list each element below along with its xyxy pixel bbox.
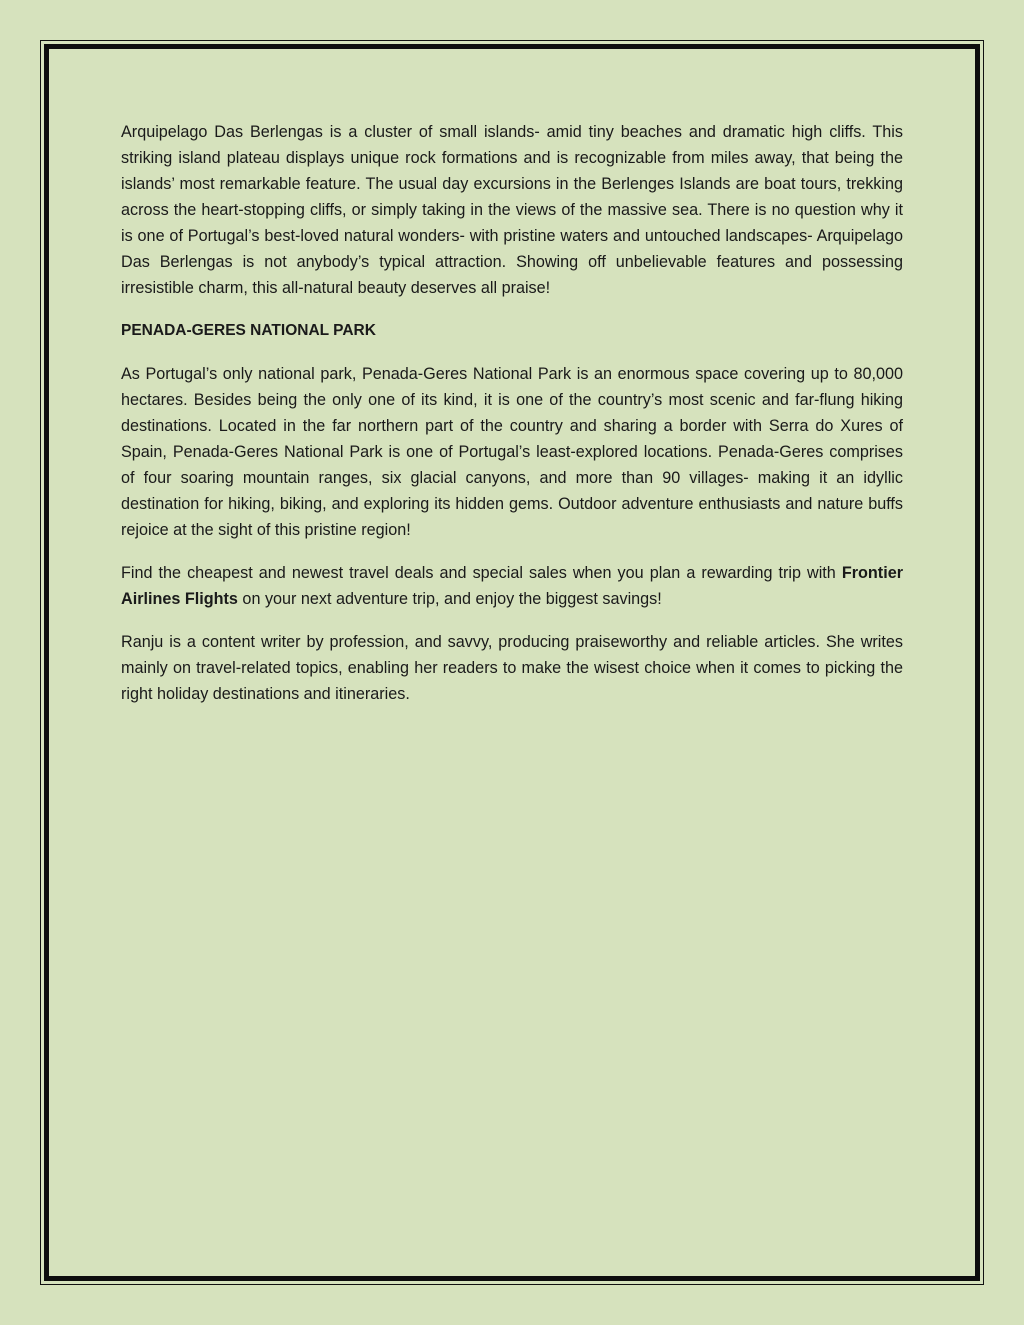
article-body	[121, 119, 903, 724]
deals-text-before: Find the cheapest and newest travel deals and special sales when you plan a rewarding trip with	[121, 564, 842, 582]
deals-text-after: on your next adventure trip, and enjoy the biggest savings!	[237, 590, 662, 608]
author-paragraph: Ranju is a content writer by profession, and savvy, producing praiseworthy and reliable articles. She writes mainly on travel-related topics, enabling her readers to make the wisest choice when it comes to picking the right holiday destinations and itineraries.	[121, 633, 903, 703]
deals-paragraph	[121, 560, 903, 612]
park-paragraph: As Portugal’s only national park, Penada-Geres National Park is an enormous space covering up to 80,000 hectares. Besides being the only one of its kind, it is one of the country’s most scenic and far-flung hiking destinations. Located in the far northern part of the country and sharing a border with Serra do Xures of Spain, Penada-Geres National Park is one of Portugal’s least-explored locations. Penada-Geres comprises of four soaring mountain ranges, six glacial canyons, and more than 90 villages- making it an idyllic destination for hiking, biking, and exploring its hidden gems. Outdoor adventure enthusiasts and nature buffs rejoice at the sight of this pristine region!	[121, 365, 903, 539]
frontier-airlines-link-text: Frontier Airlines Flights	[121, 564, 903, 608]
intro-paragraph: Arquipelago Das Berlengas is a cluster of small islands- amid tiny beaches and dramatic high cliffs. This striking island plateau displays unique rock formations and is recognizable from miles away, that being the islands’ most remarkable feature. The usual day excursions in the Berlenges Islands are boat tours, trekking across the heart-stopping cliffs, or simply taking in the views of the massive sea. There is no question why it is one of Portugal’s best-loved natural wonders- with pristine waters and untouched landscapes- Arquipelago Das Berlengas is not anybody’s typical attraction. Showing off unbelievable features and possessing irresistible charm, this all-natural beauty deserves all praise!	[121, 123, 903, 297]
section-heading: PENADA-GERES NATIONAL PARK	[121, 322, 376, 339]
